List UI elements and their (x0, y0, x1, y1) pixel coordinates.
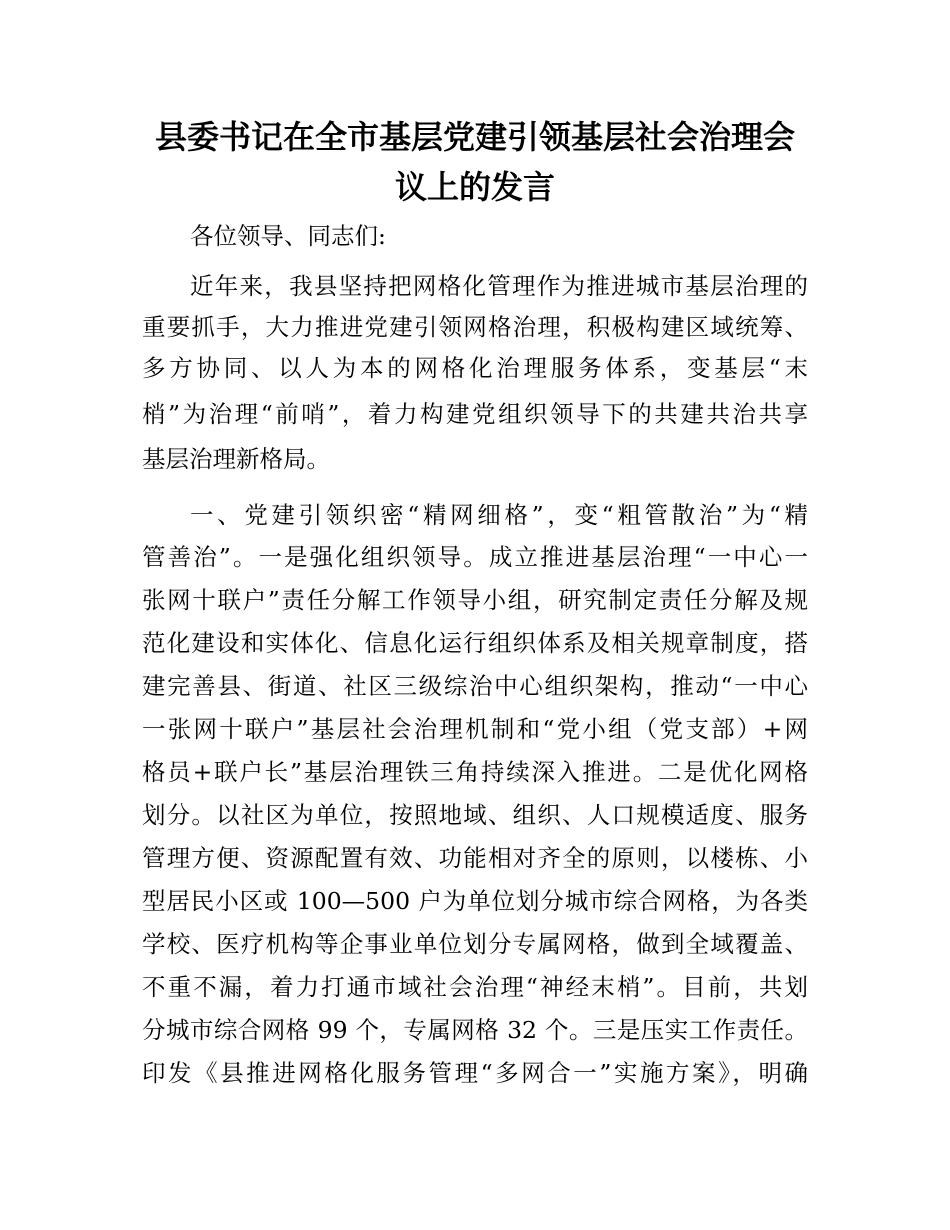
paragraph-line: 多方协同、以人为本的网格化治理服务体系，变基层“末 (142, 354, 808, 382)
paragraph-line: 管理方便、资源配置有效、功能相对齐全的原则，以楼栋、小 (142, 844, 808, 872)
paragraph-line: 划分。以社区为单位，按照地域、组织、人口规模适度、服务 (142, 801, 808, 829)
paragraph-line: 建完善县、街道、社区三级综治中心组织架构，推动“一中心 (142, 672, 808, 700)
paragraph-line: 管善治”。一是强化组织领导。成立推进基层治理“一中心一 (142, 543, 808, 571)
document-title: 县委书记在全市基层党建引领基层社会治理会议上的发言 (154, 118, 795, 206)
paragraph-line: 梢”为治理“前哨”，着力构建党组织领导下的共建共治共享 (142, 400, 808, 428)
paragraph-line: 重要抓手，大力推进党建引领网格治理，积极构建区域统筹、 (142, 313, 808, 341)
paragraph-line: 张网十联户”责任分解工作领导小组，研究制定责任分解及规 (142, 586, 808, 614)
paragraph-line: 基层治理新格局。 (142, 445, 330, 473)
paragraph-line: 印发《县推进网格化服务管理“多网合一”实施方案》，明确 (142, 1059, 808, 1087)
paragraph-line: 格员+联户长”基层治理铁三角持续深入推进。二是优化网格 (142, 758, 808, 786)
paragraph-line: 一张网十联户”基层社会治理机制和“党小组（党支部）+网 (142, 715, 808, 743)
salutation: 各位领导、同志们: (190, 222, 386, 250)
paragraph-line: 一、党建引领织密“精网细格”，变“粗管散治”为“精 (190, 501, 808, 529)
paragraph-line: 学校、医疗机构等企事业单位划分专属网格，做到全域覆盖、 (142, 930, 808, 958)
paragraph-line: 不重不漏，着力打通市域社会治理“神经末梢”。目前，共划 (142, 973, 808, 1001)
paragraph-line: 分城市综合网格 99 个，专属网格 32 个。三是压实工作责任。 (142, 1016, 808, 1044)
paragraph-line: 近年来，我县坚持把网格化管理作为推进城市基层治理的 (190, 272, 808, 300)
paragraph-line: 型居民小区或 100—500 户为单位划分城市综合网格，为各类 (142, 887, 808, 915)
paragraph-line: 范化建设和实体化、信息化运行组织体系及相关规章制度，搭 (142, 629, 808, 657)
